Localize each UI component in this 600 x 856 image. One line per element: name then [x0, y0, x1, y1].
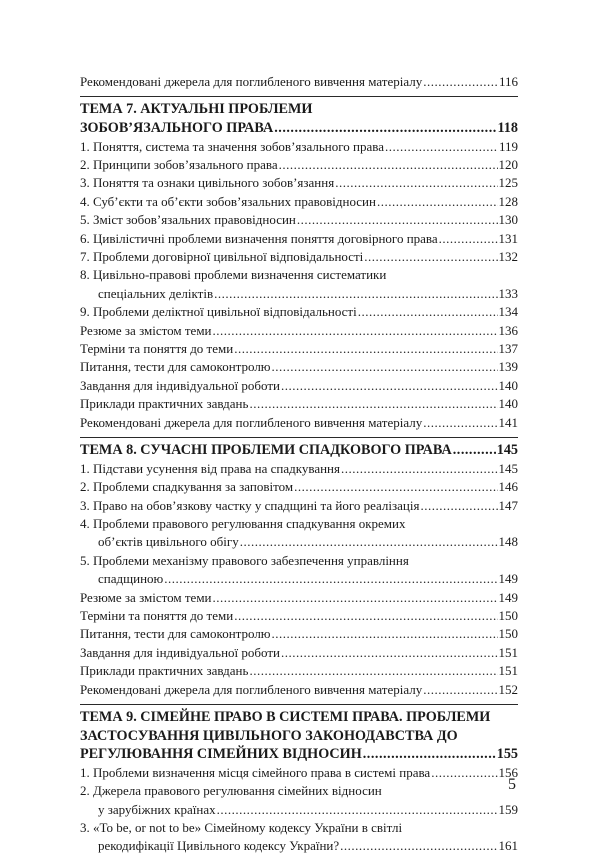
toc-entry-continuation: [80, 570, 518, 588]
toc-page-ref: 148: [498, 534, 518, 550]
toc-page-ref: 149: [498, 589, 518, 605]
toc-page-ref: 131: [498, 230, 518, 246]
toc-page-ref: 145: [498, 460, 518, 476]
toc-entry-title: 2. Джерела правового регулювання сімейних відносин: [80, 783, 382, 799]
toc-entry: [80, 73, 518, 91]
dot-leader: [214, 285, 497, 303]
toc-entry-title: 3. Поняття та ознаки цивільного зобов’язання: [80, 175, 335, 191]
toc-entry: [80, 138, 518, 156]
section-heading-last: [80, 745, 518, 764]
section-heading-text: ЗОБОВ’ЯЗАЛЬНОГО ПРАВА: [80, 120, 274, 136]
dot-leader: [453, 441, 496, 460]
toc-entry-title: Терміни та поняття до теми: [80, 607, 234, 623]
toc-entry: [80, 395, 518, 413]
toc-page-ref: 150: [498, 607, 518, 623]
toc-entry-title: 2. Проблеми спадкування за заповітом: [80, 479, 294, 495]
toc-page-ref: 150: [498, 626, 518, 642]
toc-page-ref: 119: [498, 138, 518, 154]
dot-leader: [234, 607, 497, 625]
section-topic-9: [80, 704, 518, 856]
toc-page-ref: 136: [498, 322, 518, 338]
toc-entry-title-cont: об’єктів цивільного обігу: [98, 534, 239, 550]
toc-page-ref: 130: [498, 212, 518, 228]
dot-leader: [279, 156, 498, 174]
toc-page-ref: 118: [497, 120, 518, 136]
toc-entry: [80, 174, 518, 192]
toc-entry-title-cont: рекодифікації Цивільного кодексу України?: [98, 838, 340, 854]
toc-page-ref: 132: [498, 249, 518, 265]
toc-page-ref: 147: [498, 497, 518, 513]
toc-entry-title-cont: спадщиною: [98, 571, 164, 587]
toc-entry-title: 4. Суб’єкти та об’єкти зобов’язальних правовідносин: [80, 193, 376, 209]
table-of-contents: [80, 73, 518, 856]
toc-entry: [80, 625, 518, 643]
toc-page-ref: 141: [498, 414, 518, 430]
dot-leader: [272, 625, 498, 643]
page-number: 5: [508, 776, 516, 793]
toc-entry-title: Резюме за змістом теми: [80, 322, 212, 338]
toc-entry: [80, 322, 518, 340]
toc-entry-title: Завдання для індивідуальної роботи: [80, 377, 280, 393]
section-topic-7: [80, 96, 518, 432]
toc-page-ref: 137: [498, 341, 518, 357]
section-heading-text: РЕГУЛЮВАННЯ СІМЕЙНИХ ВІДНОСИН: [80, 746, 362, 763]
toc-entry-title: 8. Цивільно-правові проблеми визначення систематики: [80, 267, 387, 283]
toc-entry: [80, 589, 518, 607]
dot-leader: [385, 138, 498, 156]
toc-page-ref: 151: [498, 644, 518, 660]
toc-entry-title: 3. Право на обов’язкову частку у спадщині та його реалізація: [80, 497, 420, 513]
dot-leader: [423, 73, 498, 91]
toc-entry: [80, 358, 518, 376]
toc-entry: [80, 230, 518, 248]
toc-page-ref: 134: [498, 304, 518, 320]
dot-leader: [431, 764, 497, 782]
toc-entry-title: Питання, тести для самоконтролю: [80, 359, 271, 375]
dot-leader: [281, 377, 498, 395]
dot-leader: [234, 340, 497, 358]
toc-entry-title: Завдання для індивідуальної роботи: [80, 644, 280, 660]
toc-entry: [80, 607, 518, 625]
section-heading-last: [80, 441, 518, 460]
toc-entry-title-cont: у зарубіжних країнах: [98, 801, 216, 817]
section-heading-line: ЗАСТОСУВАННЯ ЦИВІЛЬНОГО ЗАКОНОДАВСТВА ДО: [80, 727, 458, 744]
toc-entry: [80, 340, 518, 358]
toc-page-ref: 125: [498, 175, 518, 191]
dot-leader: [341, 460, 498, 478]
toc-page-ref: 120: [498, 157, 518, 172]
toc-entry-title: Питання, тести для самоконтролю: [80, 626, 271, 642]
dot-leader: [420, 497, 497, 515]
toc-page-ref: 133: [498, 285, 518, 301]
toc-page-ref: 149: [498, 571, 518, 587]
toc-page-ref: 139: [498, 359, 518, 375]
toc-entry: [80, 478, 518, 496]
toc-page-ref: 140: [498, 377, 518, 393]
toc-entry-title: 1. Підстави усунення від права на спадкування: [80, 460, 340, 476]
toc-entry-continuation: [80, 801, 518, 819]
dot-leader: [249, 395, 497, 413]
toc-entry: [80, 662, 518, 680]
dot-leader: [340, 837, 497, 855]
dot-leader: [335, 174, 497, 192]
dot-leader: [274, 119, 496, 138]
dot-leader: [423, 681, 497, 699]
toc-entry: [80, 460, 518, 478]
toc-entry: [80, 156, 518, 174]
dot-leader: [213, 322, 498, 340]
section-heading-last: [80, 119, 518, 138]
toc-entry-title: 9. Проблеми деліктної цивільної відповідальності: [80, 304, 357, 320]
toc-entry-title: Терміни та поняття до теми: [80, 341, 234, 357]
dot-leader: [297, 211, 498, 229]
toc-entry: [80, 414, 518, 432]
dot-leader: [377, 193, 498, 211]
section-heading-line: ТЕМА 9. СІМЕЙНЕ ПРАВО В СИСТЕМІ ПРАВА. ПРОБЛЕМИ: [80, 708, 491, 725]
toc-entry-title: 5. Проблеми механізму правового забезпечення управління: [80, 552, 409, 568]
toc-entry: [80, 681, 518, 699]
dot-leader: [272, 358, 498, 376]
dot-leader: [240, 533, 498, 551]
toc-entry-title: 7. Проблеми договірної цивільної відповідальності: [80, 249, 364, 265]
dot-leader: [363, 745, 496, 764]
section-heading-line: ТЕМА 7. АКТУАЛЬНІ ПРОБЛЕМИ: [80, 101, 313, 118]
toc-entry-title: Резюме за змістом теми: [80, 589, 212, 605]
toc-entry-continuation: [80, 837, 518, 855]
toc-page-ref: 128: [498, 193, 518, 209]
toc-entry-continuation: [80, 533, 518, 551]
section-heading-text: ТЕМА 8. СУЧАСНІ ПРОБЛЕМИ СПАДКОВОГО ПРАВА: [80, 442, 452, 459]
toc-entry-title: 1. Проблеми визначення місця сімейного права в системі права: [80, 764, 431, 780]
toc-entry: [80, 644, 518, 662]
toc-entry-title: Приклади практичних завдань: [80, 396, 249, 412]
toc-page-ref: 161: [498, 838, 518, 854]
toc-entry-title: 1. Поняття, система та значення зобов’язального права: [80, 138, 384, 154]
toc-entry: [80, 248, 518, 266]
toc-entry-continuation: [80, 285, 518, 303]
dot-leader: [164, 570, 497, 588]
dot-leader: [281, 644, 498, 662]
toc-entry-title: Приклади практичних завдань: [80, 663, 249, 679]
toc-entry-title: 4. Проблеми правового регулювання спадкування окремих: [80, 515, 406, 531]
toc-entry-title: Рекомендовані джерела для поглибленого вивчення матеріалу: [80, 681, 423, 697]
toc-entry: [80, 764, 518, 782]
toc-entry-title-cont: спеціальних деліктів: [98, 285, 214, 301]
toc-page-ref: 155: [496, 746, 518, 763]
toc-entry-title: 6. Цивілістичні проблеми визначення поняття договірного права: [80, 230, 438, 246]
toc-page-ref: 159: [498, 801, 518, 817]
toc-entry: [80, 497, 518, 515]
toc-page-ref: 156: [498, 764, 518, 780]
dot-leader: [364, 248, 497, 266]
dot-leader: [217, 801, 498, 819]
toc-page-ref: 145: [496, 442, 518, 459]
section-topic-8: [80, 437, 518, 699]
dot-leader: [439, 230, 498, 248]
toc-entry-title: 2. Принципи зобов’язального права: [80, 157, 278, 172]
toc-entry: [80, 303, 518, 321]
toc-page-ref: 146: [498, 479, 518, 495]
toc-page-ref: 140: [498, 396, 518, 412]
toc-entry-title: Рекомендовані джерела для поглибленого вивчення матеріалу: [80, 74, 423, 89]
dot-leader: [249, 662, 497, 680]
dot-leader: [423, 414, 497, 432]
toc-entry-title: Рекомендовані джерела для поглибленого вивчення матеріалу: [80, 414, 423, 430]
toc-page-ref: 151: [498, 663, 518, 679]
toc-entry: [80, 377, 518, 395]
toc-entry: [80, 193, 518, 211]
toc-entry-title: 3. «To be, or not to be» Сімейному кодексу України в світлі: [80, 819, 403, 835]
toc-entry: [80, 211, 518, 229]
toc-page-ref: 116: [498, 74, 518, 89]
toc-entry-title: 5. Зміст зобов’язальних правовідносин: [80, 212, 296, 228]
toc-page-ref: 152: [498, 681, 518, 697]
dot-leader: [213, 589, 498, 607]
dot-leader: [294, 478, 497, 496]
dot-leader: [358, 303, 498, 321]
